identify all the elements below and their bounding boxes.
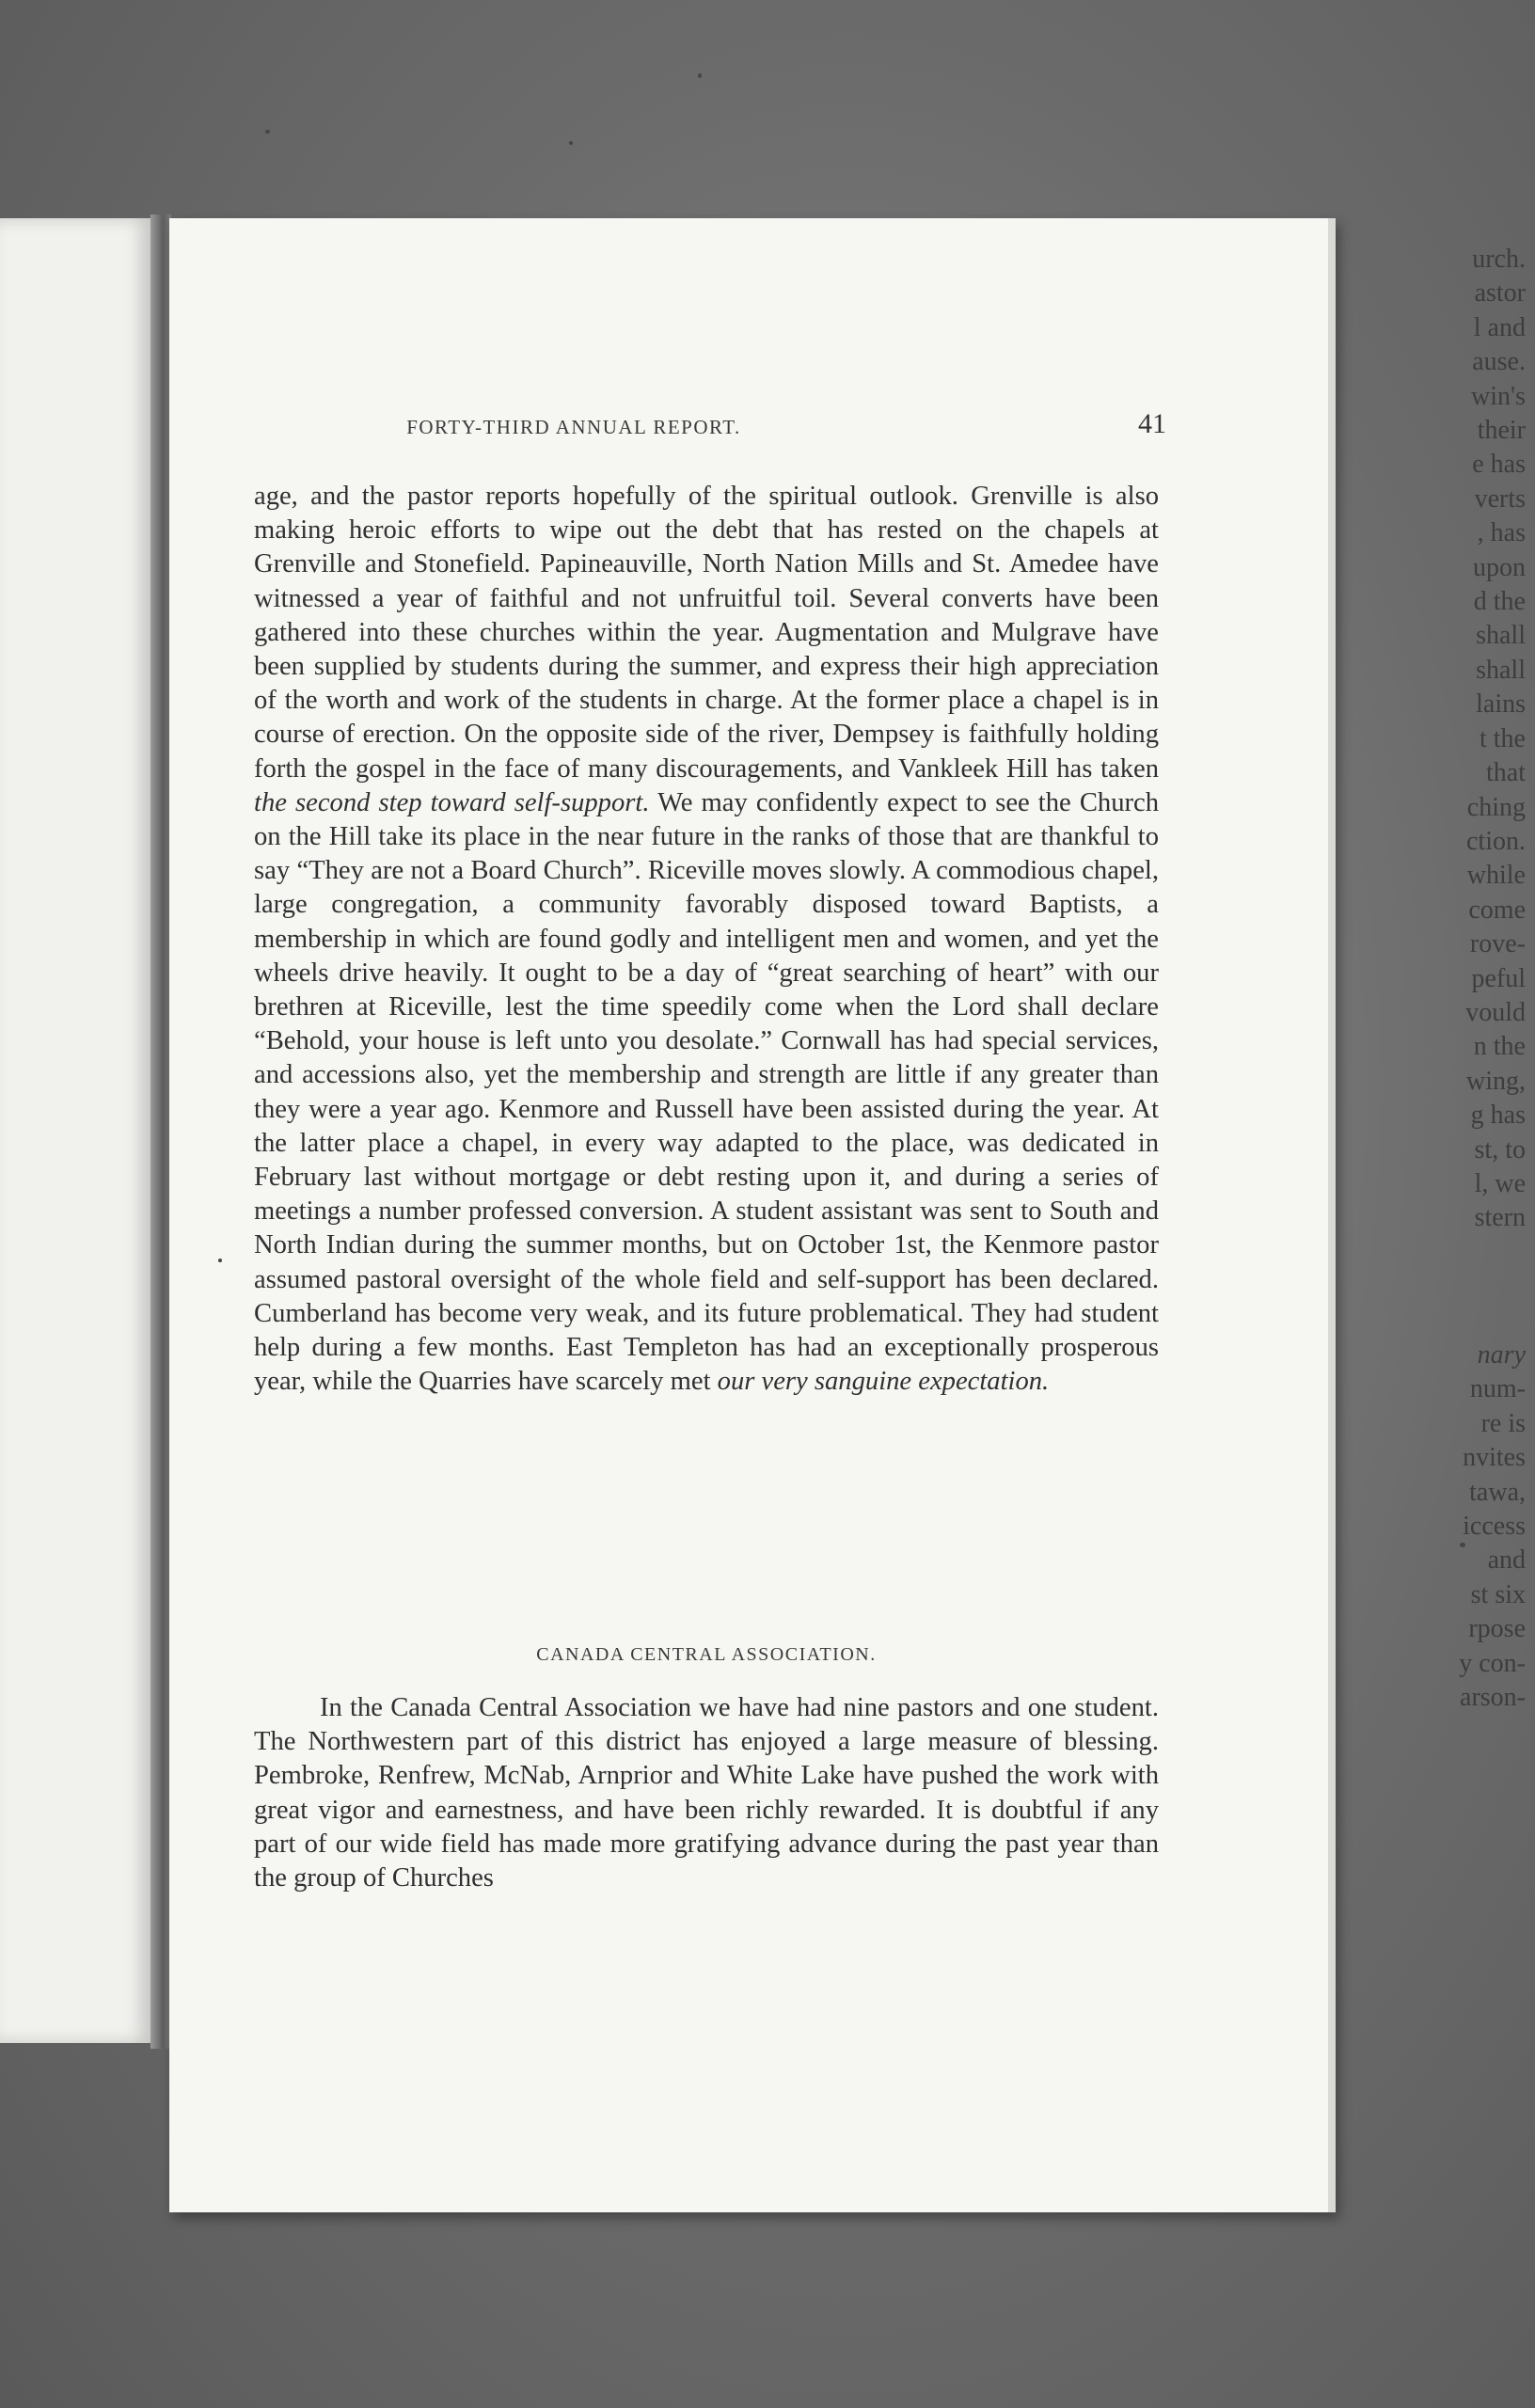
left-page-fragment: arson- xyxy=(1460,1683,1526,1713)
left-page-fragment: wing, xyxy=(1466,1066,1526,1096)
left-page-fragment: t the xyxy=(1480,723,1526,753)
left-page-fragment: y con- xyxy=(1459,1648,1526,1678)
left-page-fragment: their xyxy=(1477,416,1526,446)
page-number: 41 xyxy=(1138,408,1166,439)
body-paragraph-2 xyxy=(254,1691,1159,1895)
left-page-fragment xyxy=(1459,1305,1526,1339)
left-page-fragment: l, we xyxy=(1474,1168,1526,1198)
left-page-fragment: stern xyxy=(1474,1203,1526,1233)
left-page-fragment: vould xyxy=(1465,997,1526,1027)
left-page-fragment: , has xyxy=(1477,518,1526,548)
left-page-text-fragments xyxy=(1459,243,1526,1715)
left-page-fragment: shall xyxy=(1476,621,1526,651)
italic-run: our very sanguine expectation. xyxy=(717,1367,1050,1397)
left-facing-page xyxy=(0,218,150,2043)
section-heading: CANADA CENTRAL ASSOCIATION. xyxy=(536,1644,877,1665)
left-page-fragment: urch. xyxy=(1472,245,1526,274)
left-page-fragment: upon xyxy=(1473,552,1526,582)
left-page-fragment xyxy=(1459,1236,1526,1270)
dust-speck xyxy=(1460,1543,1465,1547)
italic-run: the second step toward self-support. xyxy=(254,787,650,817)
left-page-fragment: st, to xyxy=(1474,1134,1526,1164)
left-page-fragment: n the xyxy=(1473,1032,1526,1062)
running-title: FORTY-THIRD ANNUAL REPORT. xyxy=(406,416,741,438)
left-page-fragment: tawa, xyxy=(1469,1477,1526,1507)
left-page-fragment: ause. xyxy=(1472,347,1526,377)
dust-speck xyxy=(569,141,573,145)
paragraph: In the Canada Central Association we have had nine pastors and one student. The Northwestern part of this district has enjoyed a large measure of blessing. Pembroke, Renfrew, McNab, Arnprior and White Lake have pushed the work with great vigor and earnestness, and have been richly rewarded. It is doubtful if any part of our wide field has made more gratifying advance during the past year than the group of Churches xyxy=(254,1693,1159,1893)
left-page-fragment: st six xyxy=(1470,1579,1526,1609)
book-gutter xyxy=(150,214,171,2049)
left-page-fragment: rove- xyxy=(1469,929,1526,959)
left-page-fragment: ction. xyxy=(1466,826,1526,856)
text-run: We may confidently expect to see the Church on the Hill take its place in the near future in the ranks of those that are thankful to say “They are not a Board Church”. Riceville moves slowly. A commodious chapel, large congregation, a community favorably disposed toward Baptists, a membership in which are found godly and intelligent men and women, and yet the wheels drive heavily. It ought to be a day of “great searching of heart” with our brethren at Riceville, lest the time speedily come when the Lord shall declare “Behold, your house is left unto you desolate.” Cornwall has had special services, and accessions also, yet the membership and strength are little if any greater than they were a year ago. Kenmore and Russell have been assisted during the year. At the latter place a chapel, in every way adapted to the place, was dedicated in February last without mortgage or debt resting upon it, and during a series of meetings a number professed conversion. A student assistant was sent to South and North Indian during the summer months, but on October 1st, the Kenmore pastor assumed pastoral oversight of the whole field and self-support has been declared. Cumberland has become very weak, and its future problematical. They had student help during a few months. East Templeton has had an exceptionally prosperous year, while the Quarries have scarcely met xyxy=(254,787,1160,1397)
left-page-fragment: num- xyxy=(1469,1374,1526,1404)
left-page-fragment: that xyxy=(1486,758,1526,788)
left-page-fragment: win's xyxy=(1471,381,1526,411)
left-page-fragment: while xyxy=(1466,861,1526,891)
left-page-fragment: l and xyxy=(1473,312,1526,342)
left-page-fragment: come xyxy=(1468,895,1526,925)
left-page-fragment: shall xyxy=(1476,655,1526,685)
left-page-fragment: and xyxy=(1487,1545,1526,1576)
left-page-fragment: d the xyxy=(1473,587,1526,617)
left-page-fragment: nvites xyxy=(1463,1443,1526,1473)
left-page-fragment: re is xyxy=(1480,1408,1526,1438)
body-paragraph-1 xyxy=(254,480,1159,1399)
left-page-fragment: rpose xyxy=(1468,1614,1526,1644)
paragraph xyxy=(254,480,1159,1399)
dust-speck xyxy=(698,73,702,78)
left-page-fragment: peful xyxy=(1471,963,1526,993)
left-page-fragment: astor xyxy=(1474,278,1526,309)
left-page-fragment: lains xyxy=(1476,689,1526,720)
left-page-fragment: e has xyxy=(1472,450,1526,480)
left-page-fragment xyxy=(1459,1270,1526,1304)
left-page-fragment: verts xyxy=(1474,483,1526,514)
left-page-fragment: g has xyxy=(1470,1101,1526,1131)
running-head xyxy=(169,408,1166,450)
dust-speck xyxy=(265,130,270,134)
left-page-fragment: nary xyxy=(1477,1339,1526,1370)
text-run: age, and the pastor reports hopefully of the spiritual outlook. Grenville is also making heroic efforts to wipe out the debt that has rested on the chapels at Grenville and Stonefield. Papineauville, North Nation Mills and St. Amedee have witnessed a year of faithful and not unfruitful toil. Several converts have been gathered into these churches within the year. Augmentation and Mulgrave have been supplied by students during the summer, and express their high appreciation of the worth and work of the students in charge. At the former place a chapel is in course of erection. On the opposite side of the river, Dempsey is faithfully holding forth the gospel in the face of many discouragements, and Vankleek Hill has taken xyxy=(254,482,1159,784)
left-page-fragment: ching xyxy=(1466,792,1526,822)
left-page-fragment: iccess xyxy=(1463,1511,1526,1541)
dust-speck xyxy=(218,1259,222,1262)
